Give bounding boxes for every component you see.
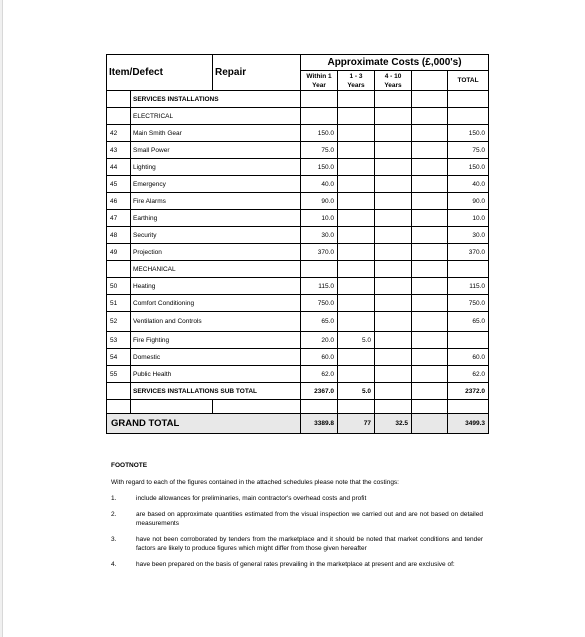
cost-within-1-year: 370.0 [301, 244, 338, 261]
grand-total-row [107, 414, 489, 434]
cost-4-10-years [375, 366, 412, 383]
table-row [107, 295, 489, 312]
footnote-item-number: 1. [111, 495, 117, 502]
cost-1-3-years [338, 142, 375, 159]
table-row [107, 244, 489, 261]
item-description: Public Health [131, 366, 301, 383]
item-code: 50 [107, 278, 131, 295]
cost-within-1-year: 90.0 [301, 193, 338, 210]
table-row [107, 278, 489, 295]
table-row [107, 383, 489, 400]
cost-total: 10.0 [448, 210, 489, 227]
cost-4-10-years [375, 142, 412, 159]
footnote-item-number: 2. [111, 511, 117, 518]
item-description: Small Power [131, 142, 301, 159]
footnote-item-number: 3. [111, 536, 117, 543]
cost-4-10-years [375, 295, 412, 312]
item-description: SERVICES INSTALLATIONS SUB TOTAL [131, 383, 301, 400]
cost-1-3-years [338, 108, 375, 125]
cost-blank [412, 383, 448, 400]
item-description: Heating [131, 278, 301, 295]
cost-4-10-years [375, 244, 412, 261]
cost-4-10-years [375, 108, 412, 125]
spacer-cell [412, 400, 448, 414]
cost-total [448, 261, 489, 278]
spacer-cell [375, 400, 412, 414]
cost-1-3-years [338, 176, 375, 193]
document-page [2, 0, 585, 637]
item-description: Ventilation and Controls [131, 312, 301, 332]
header-blank [412, 71, 448, 91]
footnote-item-text: include allowances for preliminaries, main contractor's overhead costs and profit [136, 495, 367, 502]
cost-blank [412, 278, 448, 295]
table-row [107, 108, 489, 125]
item-code: 55 [107, 366, 131, 383]
spacer-cell [107, 400, 131, 414]
header-repair: Repair [213, 55, 301, 91]
footnote-intro: With regard to each of the figures contained in the attached schedules please note that the costings: [111, 479, 399, 486]
table-row [107, 261, 489, 278]
spacer-cell [213, 400, 301, 414]
item-description: Domestic [131, 349, 301, 366]
item-code: 44 [107, 159, 131, 176]
cost-within-1-year: 150.0 [301, 125, 338, 142]
cost-blank [412, 349, 448, 366]
footnote-item-number: 4. [111, 561, 117, 568]
item-code: 52 [107, 312, 131, 332]
item-description: ELECTRICAL [131, 108, 301, 125]
footnote-item [111, 535, 483, 553]
cost-within-1-year: 62.0 [301, 366, 338, 383]
table-row [107, 349, 489, 366]
item-code: 46 [107, 193, 131, 210]
cost-total: 62.0 [448, 366, 489, 383]
table-row [107, 125, 489, 142]
table-row [107, 366, 489, 383]
cost-blank [412, 244, 448, 261]
item-description: Security [131, 227, 301, 244]
cost-blank [412, 159, 448, 176]
header-total: TOTAL [448, 71, 489, 91]
grand-total-4-10-years: 32.5 [375, 414, 412, 434]
cost-4-10-years [375, 349, 412, 366]
item-code: 47 [107, 210, 131, 227]
item-code [107, 108, 131, 125]
item-description: Main Smith Gear [131, 125, 301, 142]
cost-total: 75.0 [448, 142, 489, 159]
cost-blank [412, 193, 448, 210]
item-code: 45 [107, 176, 131, 193]
cost-1-3-years [338, 312, 375, 332]
cost-within-1-year: 20.0 [301, 332, 338, 349]
footnote-item-text: are based on approximate quantities estimated from the visual inspection we carried out and are not based on detailed measurements [136, 511, 483, 527]
cost-total: 40.0 [448, 176, 489, 193]
grand-total-within-1-year: 3389.8 [301, 414, 338, 434]
cost-within-1-year: 10.0 [301, 210, 338, 227]
item-code: 43 [107, 142, 131, 159]
cost-blank [412, 295, 448, 312]
cost-within-1-year: 65.0 [301, 312, 338, 332]
cost-total: 150.0 [448, 125, 489, 142]
cost-1-3-years: 5.0 [338, 383, 375, 400]
cost-total [448, 108, 489, 125]
item-description: Lighting [131, 159, 301, 176]
cost-4-10-years [375, 383, 412, 400]
table-row [107, 312, 489, 332]
footnote-item [111, 510, 483, 528]
cost-within-1-year: 150.0 [301, 159, 338, 176]
cost-blank [412, 332, 448, 349]
item-description: Fire Alarms [131, 193, 301, 210]
cost-within-1-year [301, 108, 338, 125]
cost-blank [412, 210, 448, 227]
cost-4-10-years [375, 227, 412, 244]
footnote-item-text: have not been corroborated by tenders from the marketplace and it should be noted that market conditions and tender factors are likely to produce figures which might differ from those given hereafter [136, 536, 483, 552]
cost-blank [412, 261, 448, 278]
cost-blank [412, 312, 448, 332]
cost-total: 30.0 [448, 227, 489, 244]
cost-1-3-years [338, 261, 375, 278]
header-approximate-costs: Approximate Costs (£,000's) [301, 55, 489, 71]
cost-blank [412, 91, 448, 108]
cost-4-10-years [375, 91, 412, 108]
table-row [107, 193, 489, 210]
cost-total: 750.0 [448, 295, 489, 312]
cost-1-3-years [338, 193, 375, 210]
footnote-title: FOOTNOTE [111, 462, 148, 469]
cost-1-3-years [338, 210, 375, 227]
table-row [107, 227, 489, 244]
cost-within-1-year: 2367.0 [301, 383, 338, 400]
grand-total-1-3-years: 77 [338, 414, 375, 434]
item-description: Earthing [131, 210, 301, 227]
grand-total-total: 3499.3 [448, 414, 489, 434]
cost-total: 370.0 [448, 244, 489, 261]
footnote-item [111, 494, 483, 503]
cost-1-3-years [338, 349, 375, 366]
cost-blank [412, 176, 448, 193]
table-row [107, 210, 489, 227]
spacer-cell [338, 400, 375, 414]
table-row [107, 176, 489, 193]
item-code: 51 [107, 295, 131, 312]
table-row [107, 142, 489, 159]
spacer-row [107, 400, 489, 414]
header-within-1-year: Within 1 Year [301, 71, 338, 91]
cost-blank [412, 108, 448, 125]
item-code: 54 [107, 349, 131, 366]
item-code: 53 [107, 332, 131, 349]
item-code: 49 [107, 244, 131, 261]
cost-4-10-years [375, 159, 412, 176]
spacer-cell [301, 400, 338, 414]
cost-4-10-years [375, 176, 412, 193]
table-row [107, 91, 489, 108]
grand-total-label: GRAND TOTAL [107, 414, 301, 434]
cost-1-3-years [338, 125, 375, 142]
cost-within-1-year: 60.0 [301, 349, 338, 366]
cost-blank [412, 142, 448, 159]
footnote-list [111, 494, 483, 569]
cost-total [448, 332, 489, 349]
footnote-item-text: have been prepared on the basis of general rates prevailing in the marketplace at present and are exclusive of: [136, 561, 455, 568]
cost-total: 2372.0 [448, 383, 489, 400]
cost-1-3-years [338, 244, 375, 261]
item-code [107, 261, 131, 278]
cost-total [448, 91, 489, 108]
item-description: Emergency [131, 176, 301, 193]
item-code [107, 383, 131, 400]
cost-4-10-years [375, 261, 412, 278]
cost-blank [412, 227, 448, 244]
cost-total: 150.0 [448, 159, 489, 176]
cost-total: 65.0 [448, 312, 489, 332]
table-header-row-1 [107, 55, 489, 71]
item-description: SERVICES INSTALLATIONS [131, 91, 301, 108]
cost-4-10-years [375, 193, 412, 210]
cost-within-1-year [301, 91, 338, 108]
header-item-defect: Item/Defect [107, 55, 213, 91]
cost-blank [412, 125, 448, 142]
cost-total: 60.0 [448, 349, 489, 366]
cost-4-10-years [375, 278, 412, 295]
cost-within-1-year: 75.0 [301, 142, 338, 159]
item-code [107, 91, 131, 108]
cost-1-3-years [338, 295, 375, 312]
cost-1-3-years: 5.0 [338, 332, 375, 349]
cost-within-1-year: 115.0 [301, 278, 338, 295]
cost-table [106, 54, 489, 434]
cost-1-3-years [338, 227, 375, 244]
table-row [107, 159, 489, 176]
cost-1-3-years [338, 278, 375, 295]
spacer-cell [448, 400, 489, 414]
item-description: MECHANICAL [131, 261, 301, 278]
cost-blank [412, 366, 448, 383]
cost-total: 90.0 [448, 193, 489, 210]
footnote-section [111, 461, 483, 576]
cost-within-1-year: 30.0 [301, 227, 338, 244]
header-4-10-years: 4 - 10 Years [375, 71, 412, 91]
item-code: 48 [107, 227, 131, 244]
grand-total-blank [412, 414, 448, 434]
cost-4-10-years [375, 332, 412, 349]
table-row [107, 332, 489, 349]
footnote-item [111, 560, 483, 569]
cost-1-3-years [338, 366, 375, 383]
item-description: Comfort Conditioning [131, 295, 301, 312]
cost-4-10-years [375, 125, 412, 142]
cost-4-10-years [375, 312, 412, 332]
spacer-cell [131, 400, 213, 414]
cost-total: 115.0 [448, 278, 489, 295]
cost-1-3-years [338, 91, 375, 108]
cost-within-1-year: 750.0 [301, 295, 338, 312]
cost-within-1-year: 40.0 [301, 176, 338, 193]
item-description: Projection [131, 244, 301, 261]
header-1-3-years: 1 - 3 Years [338, 71, 375, 91]
cost-within-1-year [301, 261, 338, 278]
cost-1-3-years [338, 159, 375, 176]
item-code: 42 [107, 125, 131, 142]
cost-4-10-years [375, 210, 412, 227]
item-description: Fire Fighting [131, 332, 301, 349]
